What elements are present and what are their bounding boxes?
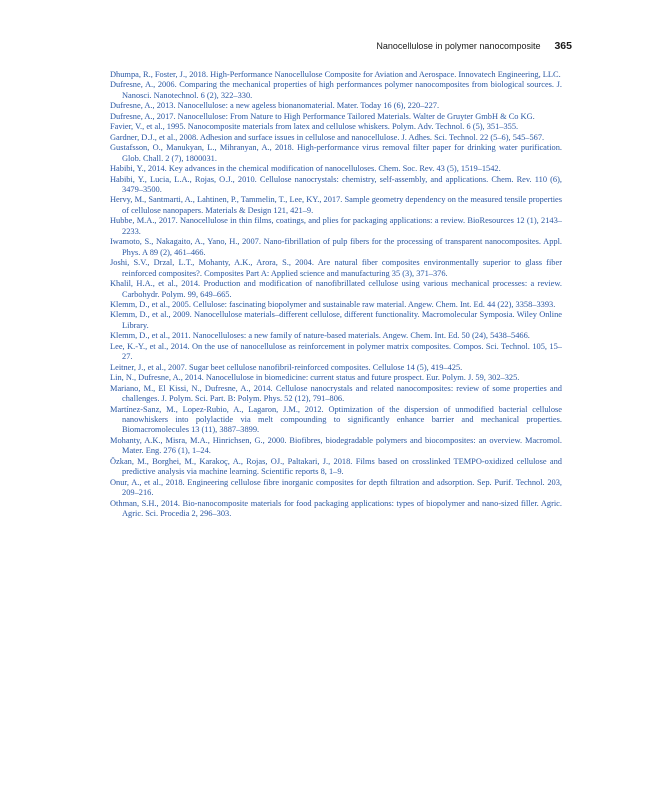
reference-item: Dufresne, A., 2006. Comparing the mechanical properties of high performances polymer nanocomposites from biological sources. J. Nanosci. Nanotechnol. 6 (2), 322–330. (110, 80, 562, 100)
reference-item: Khalil, H.A., et al., 2014. Production and modification of nanofibrillated cellulose using various mechanical processes: a review. Carbohydr. Polym. 99, 649–665. (110, 279, 562, 299)
reference-item: Lee, K.-Y., et al., 2014. On the use of nanocellulose as reinforcement in polymer matrix composites. Compos. Sci. Technol. 105, 15–27. (110, 341, 562, 362)
reference-item: Habibi, Y., Lucia, L.A., Rojas, O.J., 2010. Cellulose nanocrystals: chemistry, self-assembly, and applications. Chem. Rev. 110 (6), 3479–3500. (110, 174, 562, 194)
reference-item: Martínez-Sanz, M., Lopez-Rubio, A., Lagaron, J.M., 2012. Optimization of the dispersion of unmodified bacterial cellulose nanowhiskers into polylactide via melt compounding to significantly enhance barrier and mechanical properties. Biomacromolecules 13 (11), 3887–3899. (110, 404, 562, 435)
reference-item: Favier, V., et al., 1995. Nanocomposite materials from latex and cellulose whiskers. Polym. Adv. Technol. 6 (5), 351–355. (110, 122, 519, 132)
page-header (110, 40, 572, 52)
reference-item: Hubbe, M.A., 2017. Nanocellulose in thin films, coatings, and plies for packaging applications: a review. BioResources 12 (1), 2143–2233. (110, 216, 562, 236)
reference-item: Hervy, M., Santmarti, A., Lahtinen, P., Tammelin, T., Lee, KY., 2017. Sample geometry dependency on the measured tensile properties of cellulose nanopapers. Materials & Design 121, 421–9. (110, 195, 562, 215)
reference-item: Klemm, D., et al., 2011. Nanocelluloses: a new family of nature-based materials. Angew. Chem. Int. Ed. 50 (24), 5438–5466. (110, 331, 530, 341)
reference-item: Dufresne, A., 2013. Nanocellulose: a new ageless bionanomaterial. Mater. Today 16 (6), 220–227. (110, 101, 440, 111)
reference-item: Othman, S.H., 2014. Bio-nanocomposite materials for food packaging applications: types of biopolymer and nano-sized filler. Agric. Agric. Sci. Procedia 2, 296–303. (110, 498, 562, 519)
reference-item: Dufresne, A., 2017. Nanocellulose: From Nature to High Performance Tailored Materials. Walter de Gruyter GmbH & Co KG. (110, 111, 535, 121)
page-number: 365 (554, 40, 572, 52)
running-title: Nanocellulose in polymer nanocomposite (376, 41, 541, 51)
reference-item: Mariano, M., El Kissi, N., Dufresne, A., 2014. Cellulose nanocrystals and related nanocomposites: review of some properties and challenges. J. Polym. Sci. Part. B: Polym. Phys. 52 (12), 791–806. (110, 383, 562, 404)
reference-item: Özkan, M., Borghei, M., Karakoç, A., Rojas, OJ., Paltakari, J., 2018. Films based on crosslinked TEMPO-oxidized cellulose and predictive analysis via machine learning. Scientific reports 8, 1–9. (110, 456, 562, 477)
reference-item: Leitner, J., et al., 2007. Sugar beet cellulose nanofibril-reinforced composites. Cellulose 14 (5), 419–425. (110, 362, 463, 372)
reference-item: Gardner, D.J., et al., 2008. Adhesion and surface issues in cellulose and nanocellulose. J. Adhes. Sci. Technol. 22 (5–6), 545–567. (110, 132, 545, 142)
reference-item: Iwamoto, S., Nakagaito, A., Yano, H., 2007. Nano-fibrillation of pulp fibers for the processing of transparent nanocomposites. Appl. Phys. A 89 (2), 461–466. (110, 237, 562, 257)
reference-item: Dhumpa, R., Foster, J., 2018. High-Performance Nanocellulose Composite for Aviation and Aerospace. Innovatech Engineering, LLC. (110, 70, 561, 79)
reference-item: Mohanty, A.K., Misra, M.A., Hinrichsen, G., 2000. Biofibres, biodegradable polymers and biocomposites: an overview. Macromol. Mater. Eng. 276 (1), 1–24. (110, 435, 562, 456)
reference-item: Gustafsson, O., Manukyan, L., Mihranyan, A., 2018. High-performance virus removal filter paper for drinking water purification. Glob. Chall. 2 (7), 1800031. (110, 143, 562, 163)
reference-item: Lin, N., Dufresne, A., 2014. Nanocellulose in biomedicine: current status and future prospect. Eur. Polym. J. 59, 302–325. (110, 373, 520, 383)
reference-list (110, 70, 562, 519)
reference-item: Habibi, Y., 2014. Key advances in the chemical modification of nanocelluloses. Chem. Soc. Rev. 43 (5), 1519–1542. (110, 164, 501, 174)
reference-item: Joshi, S.V., Drzal, L.T., Mohanty, A.K., Arora, S., 2004. Are natural fiber composites environmentally superior to glass fiber reinforced composites?. Composites Part A: Applied science and manufacturing 35 (3), 371–376. (110, 258, 562, 278)
reference-item: Onur, A., et al., 2018. Engineering cellulose fibre inorganic composites for depth filtration and adsorption. Sep. Purif. Technol. 203, 209–216. (110, 477, 562, 498)
reference-item: Klemm, D., et al., 2005. Cellulose: fascinating biopolymer and sustainable raw material. Angew. Chem. Int. Ed. 44 (22), 3358–3393. (110, 299, 556, 309)
reference-item: Klemm, D., et al., 2009. Nanocellulose materials–different cellulose, different functionality. Macromolecular Symposia. Wiley Online Library. (110, 310, 562, 330)
